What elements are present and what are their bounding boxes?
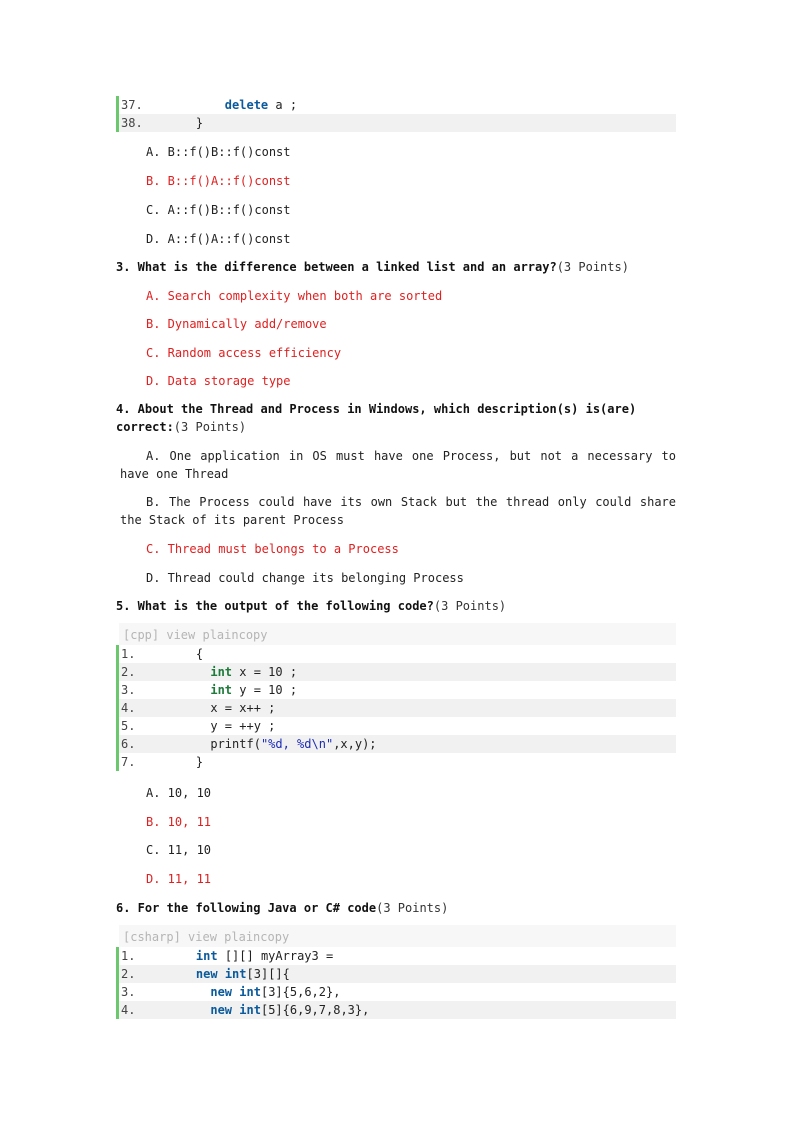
- line-number: 2.: [121, 967, 136, 981]
- code-line: 38. }: [119, 114, 676, 132]
- q3-option-a: A. Search complexity when both are sorted: [146, 289, 443, 303]
- q2-option-a: A. B::f()B::f()const: [146, 145, 291, 159]
- line-number: 6.: [121, 737, 136, 751]
- keyword: delete: [224, 98, 269, 112]
- line-number: 1.: [121, 949, 136, 963]
- code-header-csharp: [csharp] view plaincopy: [119, 925, 676, 947]
- q4-option-b: B. The Process could have its own Stack but the thread only could share the Stack of its parent Process: [120, 495, 676, 527]
- q3-option-c: C. Random access efficiency: [146, 346, 342, 360]
- code-line: 3. int y = 10 ;: [121, 683, 298, 697]
- line-number: 4.: [121, 1003, 136, 1017]
- q4-option-a: A. One application in OS must have one Process, but not a necessary to have one Thread: [120, 449, 676, 481]
- code-line: 1. {: [121, 647, 204, 661]
- question-6-title: 6. For the following Java or C# code(3 Points): [116, 901, 449, 915]
- line-number: 7.: [121, 755, 136, 769]
- code-line: 4. new int [5]{6,9,7,8,3},: [119, 1001, 676, 1019]
- code-header-cpp: [cpp] view plaincopy: [119, 623, 676, 645]
- q4-option-c: C. Thread must belongs to a Process: [146, 542, 399, 556]
- q5-option-b: B. 10, 11: [146, 815, 212, 829]
- q3-option-d: D. Data storage type: [146, 374, 291, 388]
- question-5-title: 5. What is the output of the following code?(3 Points): [116, 599, 507, 613]
- q5-option-a: A. 10, 10: [146, 786, 212, 800]
- code-line: 5. y = ++y ;: [121, 719, 276, 733]
- line-number: 38.: [121, 116, 143, 130]
- question-3-title: 3. What is the difference between a linked list and an array?(3 Points): [116, 260, 629, 274]
- code-line: 37. delete a ;: [121, 98, 298, 112]
- code-line: 1. int [][] myArray3 =: [121, 949, 334, 963]
- q4-option-d: D. Thread could change its belonging Process: [146, 571, 464, 585]
- line-number: 3.: [121, 985, 136, 999]
- keyword: new: [195, 967, 218, 981]
- code-line: 4. x = x++ ;: [119, 699, 676, 717]
- keyword: int: [210, 665, 233, 679]
- keyword: int: [224, 967, 247, 981]
- q2-option-c: C. A::f()B::f()const: [146, 203, 291, 217]
- keyword: new: [210, 1003, 233, 1017]
- code-line: 6. printf( "%d, %d\n" ,x,y);: [119, 735, 676, 753]
- code-line: 7. }: [121, 755, 204, 769]
- q3-option-b: B. Dynamically add/remove: [146, 317, 327, 331]
- code-line: 2. int x = 10 ;: [119, 663, 676, 681]
- line-number: 2.: [121, 665, 136, 679]
- q5-option-d: D. 11, 11: [146, 872, 212, 886]
- line-number: 4.: [121, 701, 136, 715]
- question-4-title: 4. About the Thread and Process in Windows, which description(s) is(are) correct:(3 Points): [116, 402, 637, 434]
- keyword: int: [195, 949, 218, 963]
- code-block-q5: [116, 645, 676, 771]
- code-line: 3. new int [3]{5,6,2},: [121, 985, 341, 999]
- keyword: int: [210, 683, 233, 697]
- code-line: 2. new int [3][]{: [119, 965, 676, 983]
- string-literal: "%d, %d\n": [260, 737, 334, 751]
- exam-page: [116, 96, 676, 1019]
- q2-option-d: D. A::f()A::f()const: [146, 232, 291, 246]
- line-number: 3.: [121, 683, 136, 697]
- line-number: 5.: [121, 719, 136, 733]
- keyword: new: [210, 985, 233, 999]
- code-block-q2: [116, 96, 676, 132]
- keyword: int: [239, 985, 261, 999]
- line-number: 37.: [121, 98, 143, 112]
- keyword: int: [239, 1003, 261, 1017]
- code-block-q6: [116, 947, 676, 1019]
- q2-option-b: B. B::f()A::f()const: [146, 174, 291, 188]
- line-number: 1.: [121, 647, 136, 661]
- q5-option-c: C. 11, 10: [146, 843, 212, 857]
